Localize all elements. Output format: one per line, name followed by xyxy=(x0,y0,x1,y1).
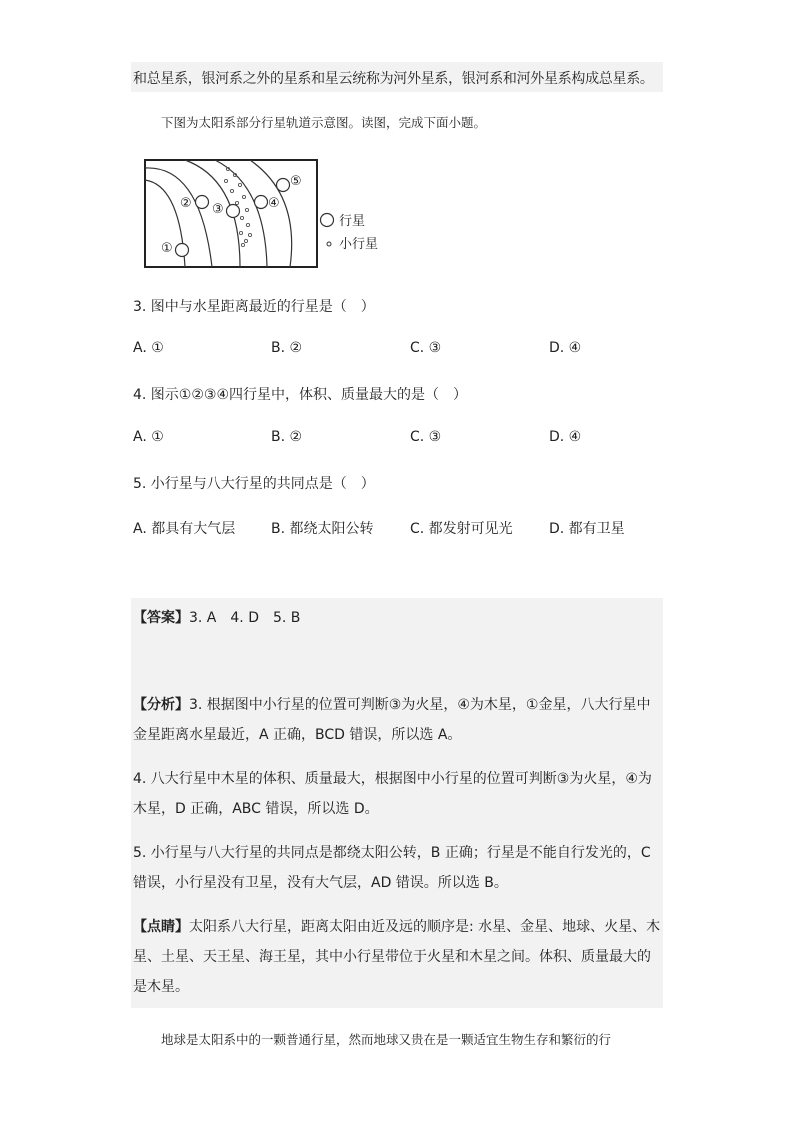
question-5-stem: 5. 小行星与八大行星的共同点是（ ） xyxy=(133,476,375,492)
question-4-option-c: C. ③ xyxy=(410,429,442,445)
planet-5-marker xyxy=(277,179,290,192)
analysis-section xyxy=(131,688,663,1008)
answer-text: 3. A 4. D 5. B xyxy=(189,610,301,626)
bottom-line-text: 地球是太阳系中的一颗普通行星，然而地球又贵在是一颗适宜生物生存和繁衍的行 xyxy=(161,1032,612,1047)
analysis-paragraph-2: 4. 八大行星中木星的体积、质量最大，根据图中小行星的位置可判断③为火星，④为木星，D 正确，ABC 错误，所以选 D。 xyxy=(133,771,652,817)
planet-3-marker xyxy=(227,205,240,218)
question-4-option-a: A. ① xyxy=(133,429,164,445)
planet-label-1: ① xyxy=(161,241,173,256)
analysis-text-1: 3. 根据图中小行星的位置可判断③为火星，④为木星，①金星，八大行星中金星距离水星最近，A 正确，BCD 错误，所以选 A。 xyxy=(133,697,651,743)
planet-4-marker xyxy=(255,196,268,209)
answer-line xyxy=(133,607,300,627)
question-5-option-c: C. 都发射可见光 xyxy=(410,521,513,537)
commentary-paragraph xyxy=(133,912,661,1002)
question-3-option-c: C. ③ xyxy=(410,340,442,356)
orbit-diagram xyxy=(140,155,400,273)
question-4-option-d: D. ④ xyxy=(549,429,582,445)
question-5-option-b: B. 都绕太阳公转 xyxy=(271,521,374,537)
question-3-stem: 3. 图中与水星距离最近的行星是（ ） xyxy=(133,299,375,315)
question-3-option-b: B. ② xyxy=(271,340,303,356)
planet-label-3: ③ xyxy=(212,202,224,217)
legend-planet-marker xyxy=(321,214,334,227)
answer-tag: 【答案】 xyxy=(133,610,189,626)
planet-label-5: ⑤ xyxy=(290,174,302,189)
commentary-tag: 【点睛】 xyxy=(133,919,189,935)
top-line-text: 和总星系，银河系之外的星系和星云统称为河外星系，银河系和河外星系构成总星系。 xyxy=(133,71,654,87)
planet-label-4: ④ xyxy=(268,196,280,211)
answer-section xyxy=(131,598,663,642)
legend-planet-label: 行星 xyxy=(339,214,366,229)
top-line-block xyxy=(131,62,663,92)
analysis-paragraph-1 xyxy=(133,690,661,750)
analysis-paragraph-3: 5. 小行星与八大行星的共同点是都绕太阳公转，B 正确；行星是不能自行发光的，C 错误，小行星没有卫星，没有大气层，AD 错误。所以选 B。 xyxy=(133,845,651,891)
question-3-option-d: D. ④ xyxy=(549,340,582,356)
question-5-option-d: D. 都有卫星 xyxy=(549,521,625,537)
question-5-option-a: A. 都具有大气层 xyxy=(133,521,236,537)
answer-spacer xyxy=(131,642,663,688)
analysis-tag: 【分析】 xyxy=(133,697,189,713)
planet-1-marker xyxy=(176,244,189,257)
legend-asteroid-marker xyxy=(327,242,331,246)
planet-2-marker xyxy=(196,196,209,209)
intro-text: 下图为太阳系部分行星轨道示意图。读图，完成下面小题。 xyxy=(161,115,487,130)
question-4-stem: 4. 图示①②③④四行星中，体积、质量最大的是（ ） xyxy=(133,387,468,403)
planet-label-2: ② xyxy=(180,196,192,211)
question-4-option-b: B. ② xyxy=(271,429,303,445)
question-3-option-a: A. ① xyxy=(133,340,164,356)
legend-asteroid-label: 小行星 xyxy=(339,237,379,252)
commentary-text: 太阳系八大行星，距离太阳由近及远的顺序是: 水星、金星、地球、火星、木星、土星、天王星、海王星，其中小行星带位于火星和木星之间。体积、质量最大的是木星。 xyxy=(133,919,661,995)
